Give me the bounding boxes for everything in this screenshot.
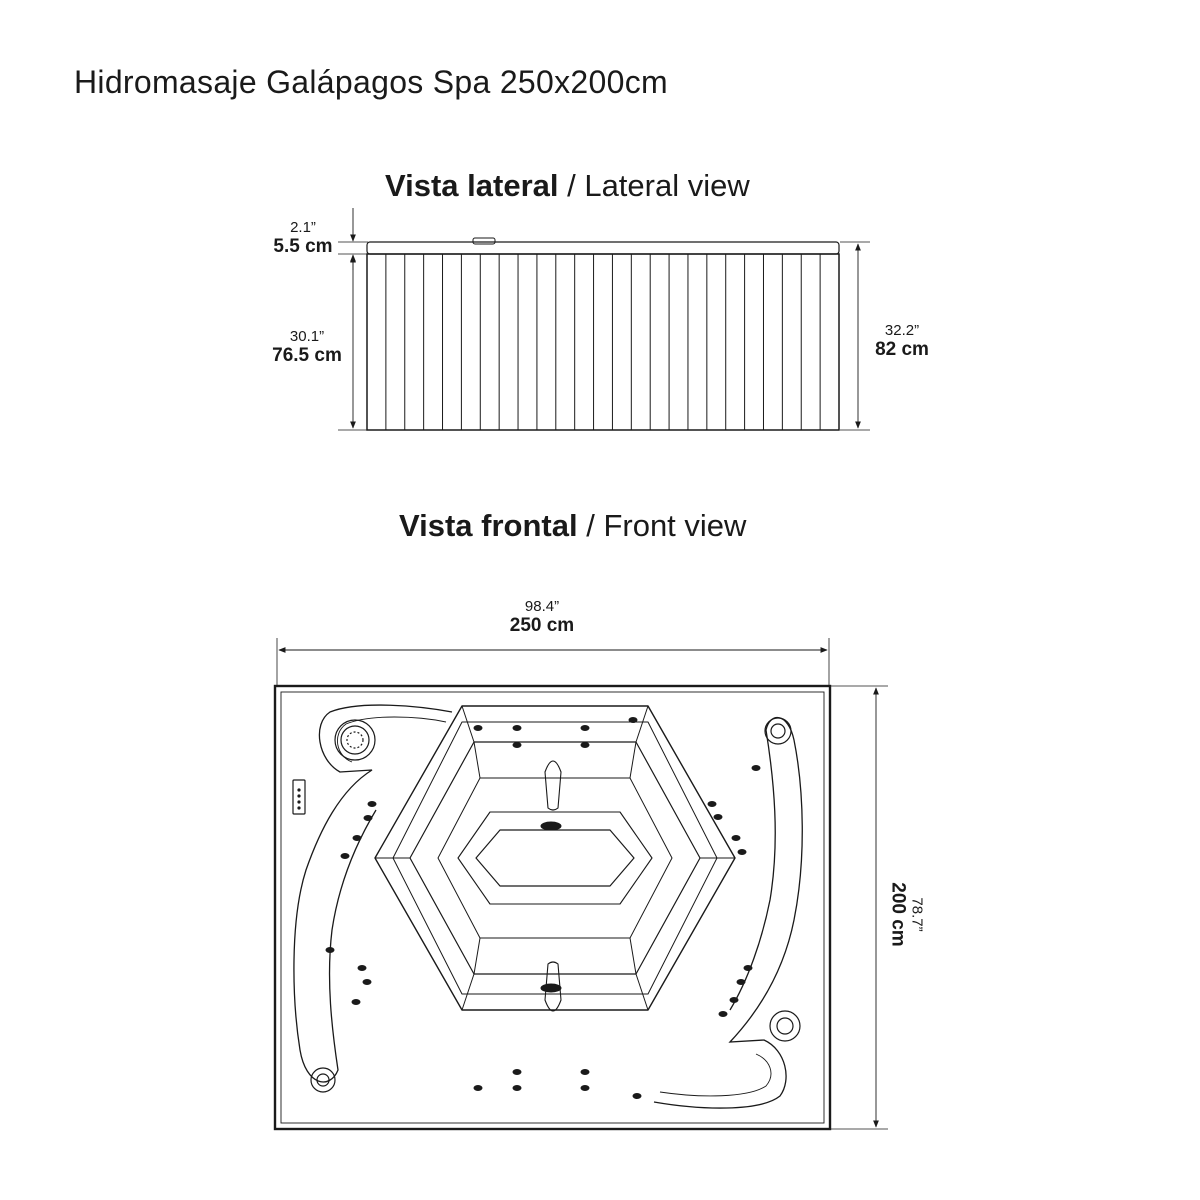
- seat-ring-3: [410, 742, 700, 974]
- jet-nozzle: [708, 801, 717, 807]
- seat-ring-4: [438, 778, 672, 938]
- lateral-heading-en: Lateral view: [584, 168, 750, 203]
- jet-nozzle: [358, 965, 367, 971]
- filter-skimmer: [335, 720, 375, 760]
- left-armrest-inner: [337, 717, 446, 762]
- jet-nozzle: [326, 947, 335, 953]
- pillow-bottom-jet: [541, 984, 561, 992]
- drink-holder-bottom-right: [770, 1011, 800, 1041]
- jet-nozzle: [352, 999, 361, 1005]
- lateral-heading-sep: /: [558, 168, 585, 203]
- jet-nozzle: [474, 725, 483, 731]
- spa-outer-frame: [275, 686, 830, 1129]
- jet-nozzle: [744, 965, 753, 971]
- pillow-top: [545, 761, 561, 810]
- jet-nozzle: [732, 835, 741, 841]
- jet-nozzle: [513, 1085, 522, 1091]
- seat-ring-2: [393, 722, 717, 994]
- body-height-cm: 76.5 cm: [272, 345, 342, 366]
- lateral-rim: [367, 242, 839, 254]
- jet-nozzle: [581, 1085, 590, 1091]
- total-height-inches: 32.2”: [884, 322, 920, 339]
- depth-cm: 200 cm: [887, 882, 909, 947]
- rim-height-inches: 2.1”: [290, 219, 316, 236]
- seat-dividers: [375, 706, 735, 1010]
- jet-nozzle: [513, 1069, 522, 1075]
- jet-nozzle: [737, 979, 746, 985]
- jet-nozzle: [341, 853, 350, 859]
- jet-nozzle: [474, 1085, 483, 1091]
- jet-nozzle: [752, 765, 761, 771]
- jet-nozzle: [353, 835, 362, 841]
- jet-nozzle: [581, 742, 590, 748]
- jet-nozzle: [364, 815, 373, 821]
- page-title: Hidromasaje Galápagos Spa 250x200cm: [74, 64, 668, 100]
- depth-inches: 78.7”: [908, 897, 926, 932]
- rim-height-cm: 5.5 cm: [273, 236, 333, 257]
- drink-holder-top-right: [765, 718, 791, 744]
- front-heading-sep: /: [577, 508, 604, 543]
- width-cm: 250 cm: [509, 615, 575, 636]
- control-panel-buttons: [297, 788, 300, 809]
- lateral-body: [367, 254, 839, 430]
- seat-ring-outer: [375, 706, 735, 1010]
- right-armrest-inner: [660, 1054, 771, 1096]
- jet-nozzle: [581, 725, 590, 731]
- lateral-view: [338, 208, 870, 430]
- jet-nozzle: [363, 979, 372, 985]
- width-inches: 98.4”: [524, 598, 560, 615]
- lateral-heading-es: Vista lateral: [385, 168, 559, 203]
- jet-nozzle: [714, 814, 723, 820]
- jet-nozzle: [368, 801, 377, 807]
- jet-nozzle: [738, 849, 747, 855]
- spa-deck: [281, 692, 824, 1123]
- drink-holder-bottom-left: [311, 1068, 335, 1092]
- jet-nozzle: [513, 742, 522, 748]
- jet-nozzle: [719, 1011, 728, 1017]
- front-view: [275, 638, 888, 1129]
- front-heading-es: Vista frontal: [399, 508, 578, 543]
- jet-nozzle: [581, 1069, 590, 1075]
- jets: [326, 717, 761, 1099]
- body-height-inches: 30.1”: [289, 328, 325, 345]
- front-heading-en: Front view: [603, 508, 747, 543]
- left-armrest: [294, 705, 452, 1082]
- pillow-top-jet: [541, 822, 561, 830]
- right-armrest: [654, 718, 802, 1109]
- total-height-cm: 82 cm: [875, 339, 929, 360]
- footwell-floor: [476, 830, 634, 886]
- lateral-top-control: [473, 238, 495, 244]
- jet-nozzle: [629, 717, 638, 723]
- jet-nozzle: [730, 997, 739, 1003]
- jet-nozzle: [633, 1093, 642, 1099]
- lateral-panels: [386, 254, 820, 430]
- jet-nozzle: [513, 725, 522, 731]
